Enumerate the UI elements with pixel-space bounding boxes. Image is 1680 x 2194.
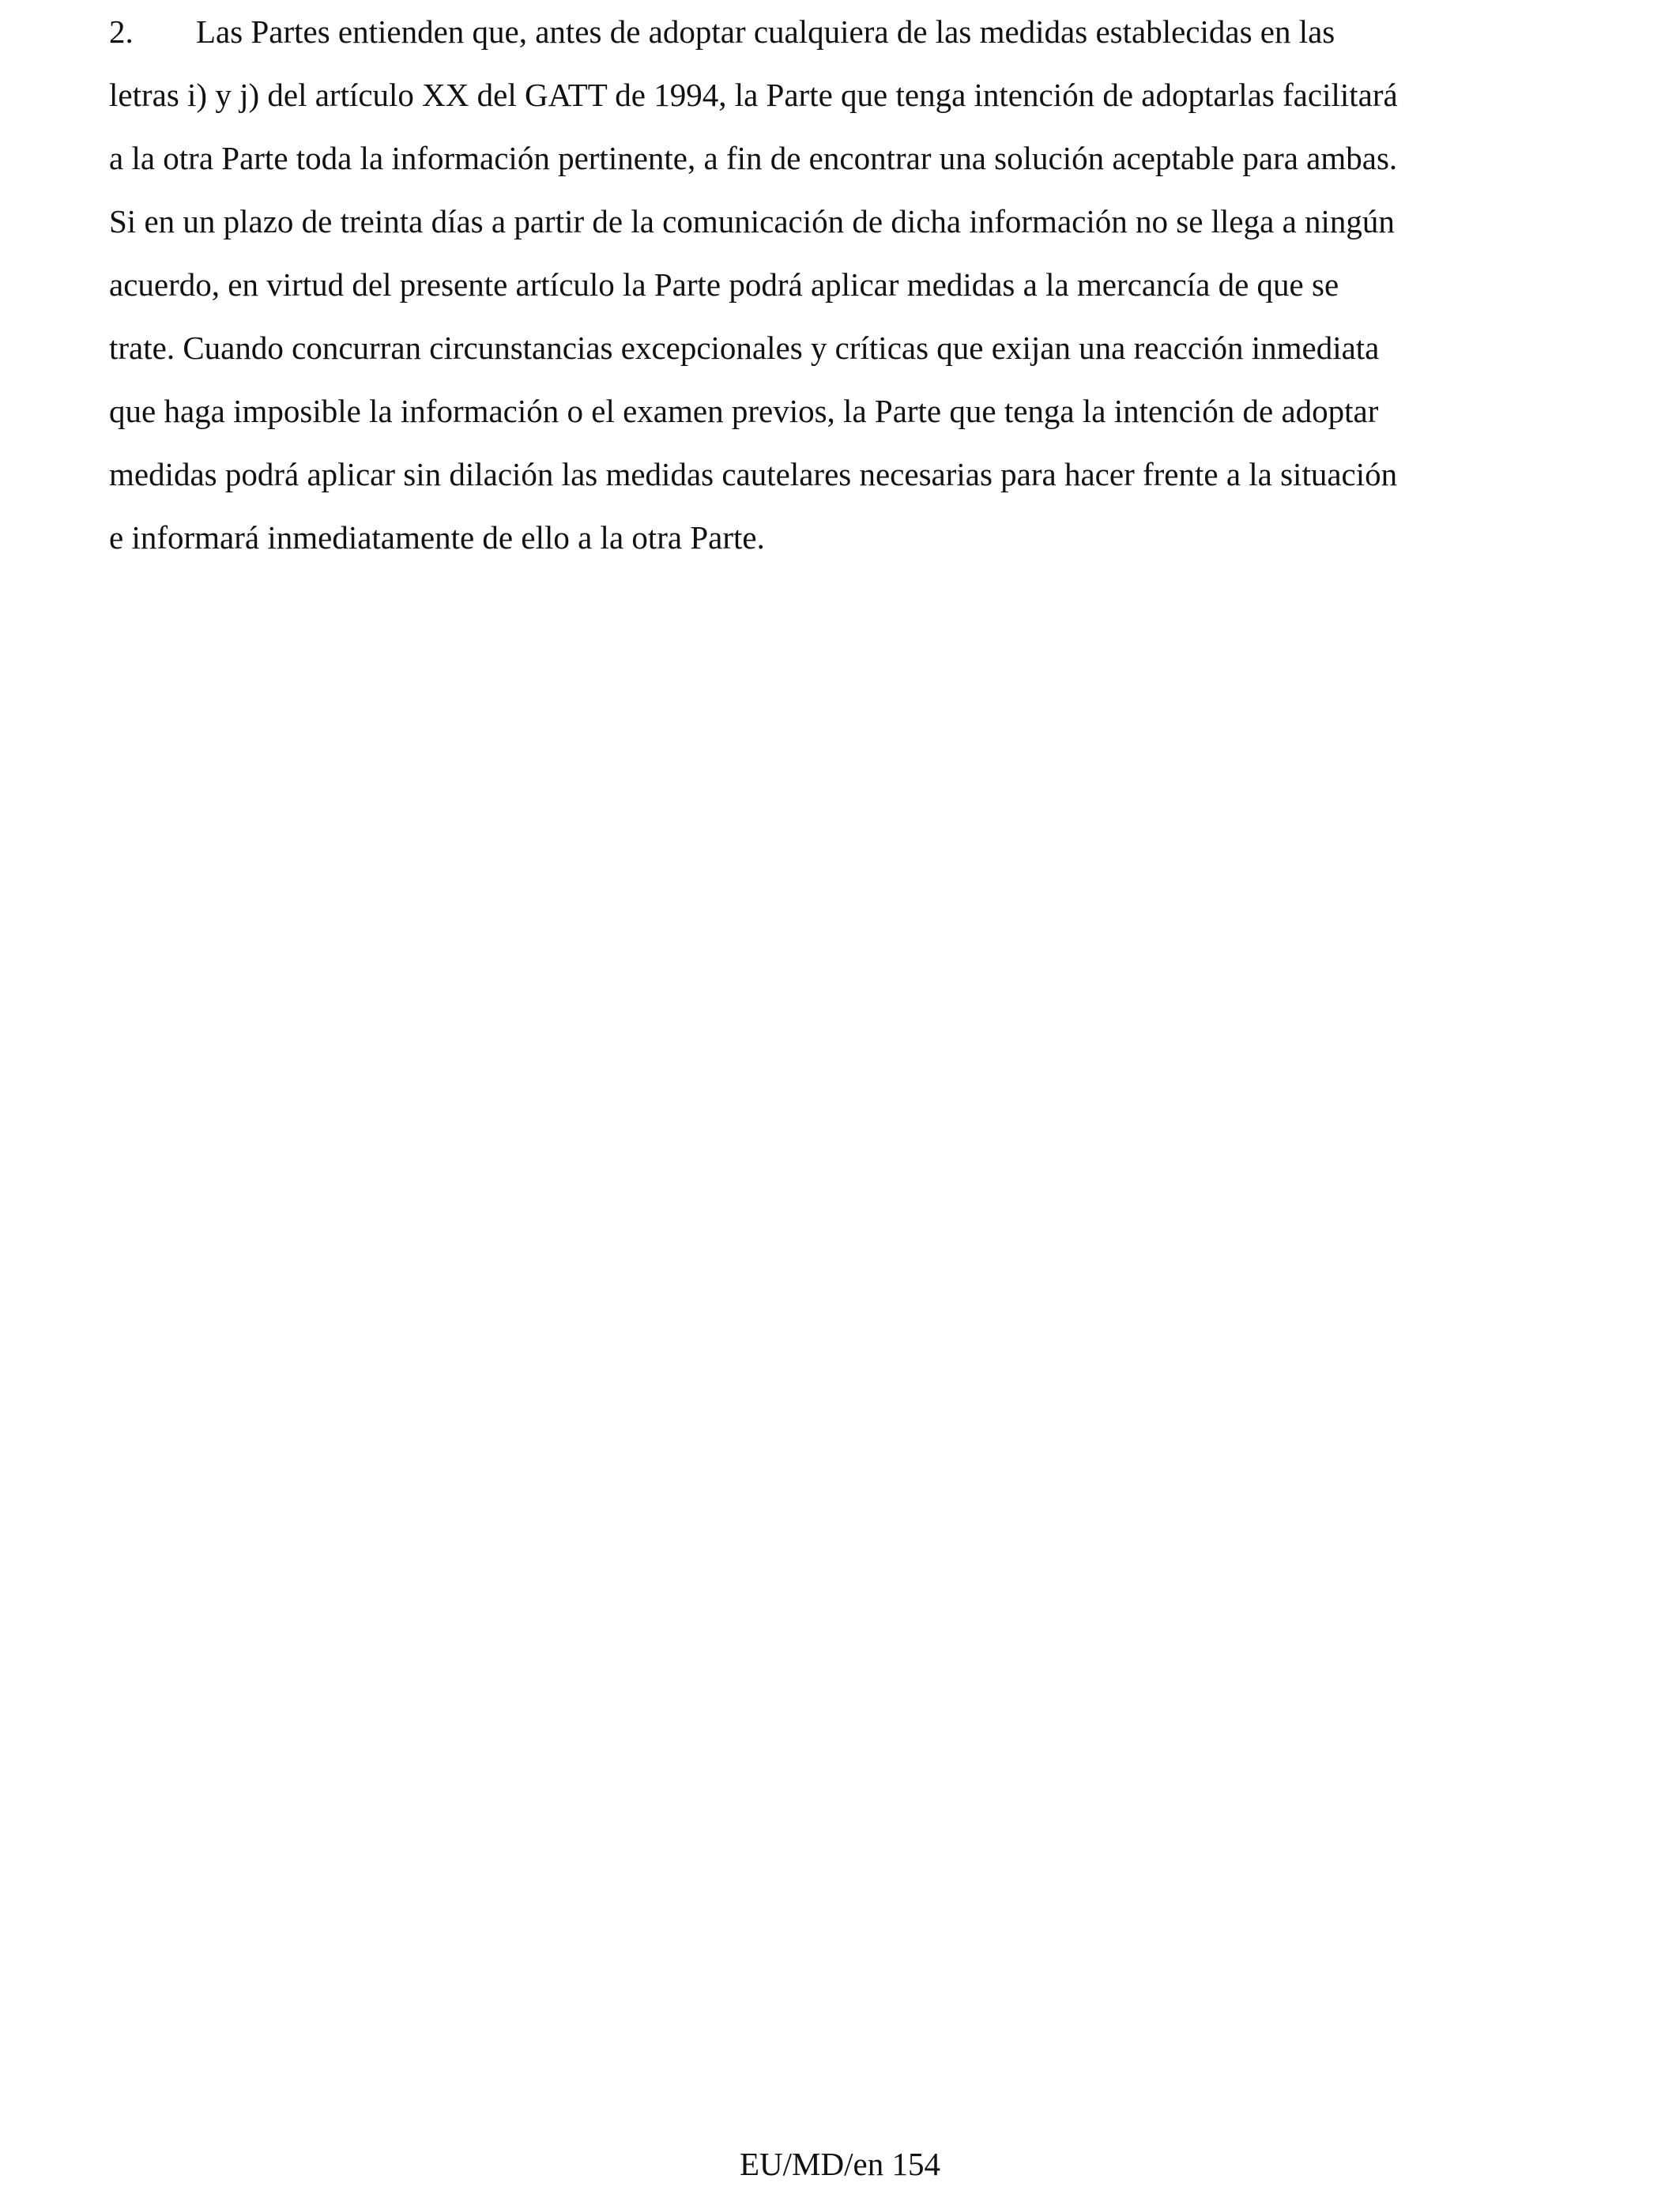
- paragraph-number: 2.: [109, 13, 134, 50]
- paragraph-2: [109, 0, 1595, 569]
- paragraph-line: a la otra Parte toda la información pertinente, a fin de encontrar una solución aceptable para ambas.: [109, 140, 1398, 176]
- paragraph-line: acuerdo, en virtud del presente artículo la Parte podrá aplicar medidas a la mercancía de que se: [109, 266, 1339, 303]
- page-footer-reference: EU/MD/en 154: [740, 2146, 940, 2182]
- paragraph-line: medidas podrá aplicar sin dilación las medidas cautelares necesarias para hacer frente a la situación: [109, 456, 1398, 492]
- paragraph-line: e informará inmediatamente de ello a la otra Parte.: [109, 519, 765, 556]
- paragraph-line: que haga imposible la información o el examen previos, la Parte que tenga la intención de adoptar: [109, 393, 1379, 429]
- paragraph-line: Si en un plazo de treinta días a partir de la comunicación de dicha información no se llega a ningún: [109, 203, 1395, 239]
- paragraph-line: letras i) y j) del artículo XX del GATT de 1994, la Parte que tenga intención de adoptarlas facilitará: [109, 77, 1398, 113]
- paragraph-line: trate. Cuando concurran circunstancias excepcionales y críticas que exijan una reacción inmediata: [109, 330, 1380, 366]
- paragraph-first-line: [109, 0, 1595, 63]
- paragraph-line: Las Partes entienden que, antes de adoptar cualquiera de las medidas establecidas en las: [196, 13, 1335, 50]
